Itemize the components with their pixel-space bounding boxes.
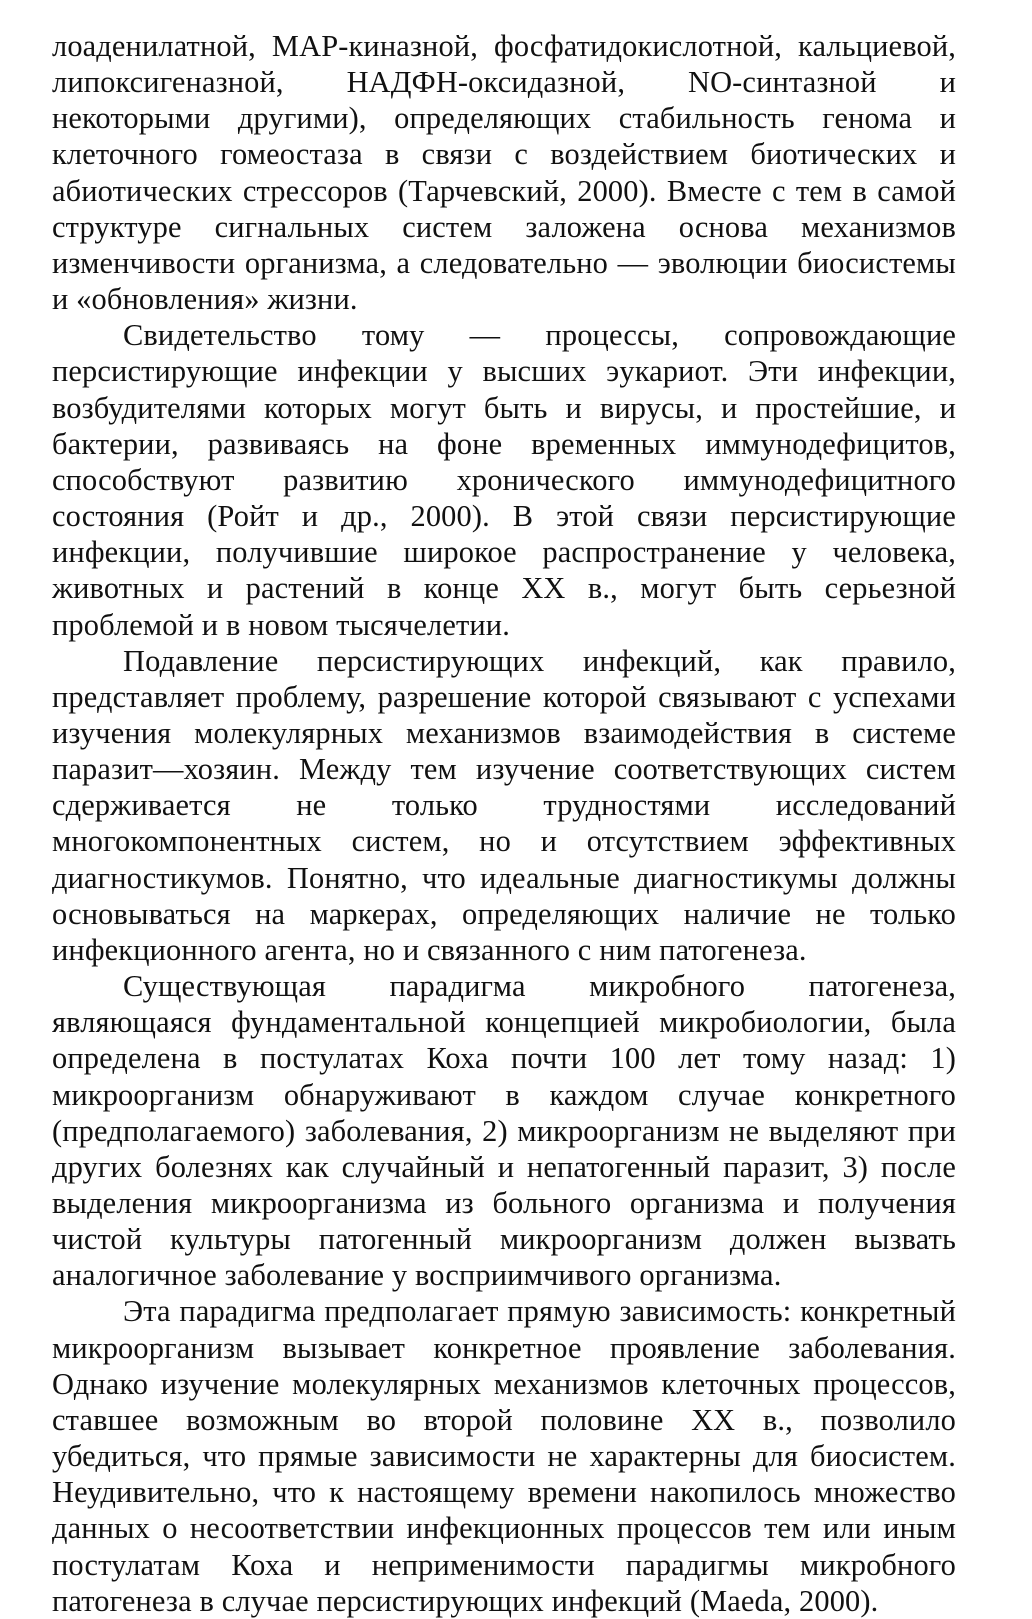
paragraph-paradigm: Эта парадигма предполагает прямую зависимость: конкретный микроорганизм вызывает конкретное проявление заболевания. Однако изучение молекулярных механизмов клеточных процессов, ставшее возможным во второй половине XX в., позволило убедиться, что прямые зависимости не характерны для биосистем. Неудивительно, что к настоящему времени накопилось множество данных о несоответствии инфекционных процессов тем или иным постулатам Коха и неприменимости парадигмы микробного патогенеза в случае персистирующих инфекций (Maeda, 2000). — [52, 1294, 956, 1618]
paragraph-koch-postulates: Существующая парадигма микробного патогенеза, являющаяся фундаментальной концепцией микробиологии, была определена в постулатах Коха почти 100 лет тому назад: 1) микроорганизм обнаруживают в каждом случае конкретного (предполагаемого) заболевания, 2) микроорганизм не выделяют при других болезнях как случайный и непатогенный паразит, 3) после выделения микроорганизма из больного организма и получения чистой культуры патогенный микроорганизм должен вызвать аналогичное заболевание у восприимчивого организма. — [52, 969, 956, 1293]
paragraph-continuation: лоаденилатной, MAP-киназной, фосфатидокислотной, кальциевой, липоксигеназной, НАДФН-оксидазной, NO-синтазной и некоторыми другими), определяющих стабильность генома и клеточного гомеостаза в связи с воздействием биотических и абиотических стрессоров (Тарчевский, 2000). Вместе с тем в самой структуре сигнальных систем заложена основа механизмов изменчивости организма, а следовательно — эволюции биосистемы и «обновления» жизни. — [52, 29, 956, 317]
paragraph-persistent-infections: Свидетельство тому — процессы, сопровождающие персистирующие инфекции у высших эукариот. Эти инфекции, возбудителями которых могут быть и вирусы, и простейшие, и бактерии, развиваясь на фоне временных иммунодефицитов, способствуют развитию хронического иммунодефицитного состояния (Ройт и др., 2000). В этой связи персистирующие инфекции, получившие широкое распространение у человека, животных и растений в конце XX в., могут быть серьезной проблемой и в новом тысячелетии. — [52, 318, 956, 642]
paragraph-suppression: Подавление персистирующих инфекций, как правило, представляет проблему, разрешение которой связывают с успехами изучения молекулярных механизмов взаимодействия в системе паразит—хозяин. Между тем изучение соответствующих систем сдерживается не только трудностями исследований многокомпонентных систем, но и отсутствием эффективных диагностикумов. Понятно, что идеальные диагностикумы должны основываться на маркерах, определяющих наличие не только инфекционного агента, но и связанного с ним патогенеза. — [52, 643, 956, 967]
